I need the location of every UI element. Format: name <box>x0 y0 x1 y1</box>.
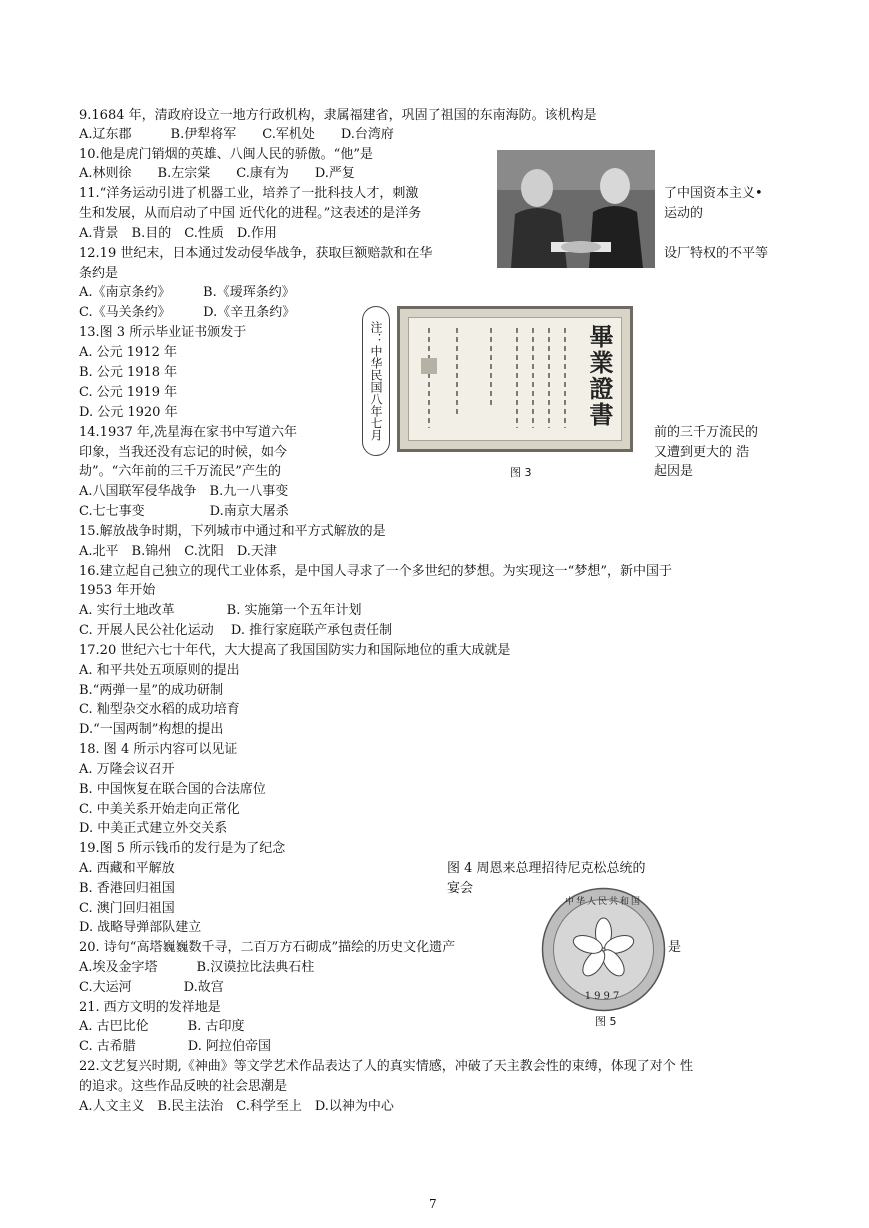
q14-line2-left: 印象，当我还没有忘记的时候，如今 <box>79 445 288 460</box>
q9-stem: 9.1684 年，清政府设立一地方行政机构，隶属福建省，巩固了祖国的东南海防。该机构是 <box>79 108 597 123</box>
figure-3-note: 注：中华民国八年七月 <box>362 306 390 456</box>
q22-line2: 的追求。这些作品反映的社会思潮是 <box>79 1079 288 1094</box>
q22-line1: 22.文艺复兴时期,《神曲》等文学艺术作品表达了人的真实情感，冲破了天主教会性的束缚，体现了对个 性 <box>79 1059 693 1074</box>
q17-stem: 17.20 世纪六七十年代，大大提高了我国国防实力和国际地位的重大成就是 <box>79 643 511 658</box>
q13-stem: 13.图 3 所示毕业证书颁发于 <box>79 325 247 340</box>
q11-line2-right: 运动的 <box>664 206 704 221</box>
figure-4-photo <box>497 150 655 268</box>
q14-line3-left: 劫”。“六年前的三千万流民”产生的 <box>79 464 281 479</box>
q19-option-b: B. 香港回归祖国 <box>79 881 175 896</box>
q11-line1-left: 11.“洋务运动引进了机器工业，培养了一批科技人才，刺激 <box>79 186 419 201</box>
q11-line1-right: 了中国资本主义• <box>664 186 763 201</box>
q21-options-cd: C. 古希腊 D. 阿拉伯帝国 <box>79 1039 271 1054</box>
q12-options-ab: A.《南京条约》 B.《瑷珲条约》 <box>79 285 295 300</box>
q9-options: A.辽东郡 B.伊犁将军 C.军机处 D.台湾府 <box>79 127 394 142</box>
q21-stem: 21. 西方文明的发祥地是 <box>79 1000 221 1015</box>
q14-options-ab: A.八国联军侵华战争 B.九一八事变 <box>79 484 289 499</box>
q14-line1-left: 14.1937 年,冼星海在家书中写道六年 <box>79 425 298 440</box>
figure-5-coin <box>541 887 666 1012</box>
q10-stem: 10.他是虎门销烟的英雄、八闽人民的骄傲。“他”是 <box>79 147 373 162</box>
q18-option-b: B. 中国恢复在联合国的合法席位 <box>79 782 266 797</box>
q13-option-d: D. 公元 1920 年 <box>79 405 178 420</box>
q20-stem-left: 20. 诗句“高塔巍巍数千寻，二百万方石砌成”描绘的历史文化遗产 <box>79 940 456 955</box>
figure-3-certificate <box>397 306 633 452</box>
q20-stem-right: 是 <box>668 940 682 955</box>
q13-option-c: C. 公元 1919 年 <box>79 385 178 400</box>
q18-stem: 18. 图 4 所示内容可以见证 <box>79 742 238 757</box>
q14-line3-right: 起因是 <box>654 464 694 479</box>
page-number: 7 <box>429 1197 437 1211</box>
q18-option-c: C. 中美关系开始走向正常化 <box>79 802 240 817</box>
q17-option-b: B.“两弹一星”的成功研制 <box>79 683 223 698</box>
q19-option-a: A. 西藏和平解放 <box>79 861 175 876</box>
q20-options-cd: C.大运河 D.故宫 <box>79 980 224 995</box>
q19-stem: 19.图 5 所示钱币的发行是为了纪念 <box>79 841 286 856</box>
q16-options-cd: C. 开展人民公社化运动 D. 推行家庭联产承包责任制 <box>79 623 393 638</box>
coin-text: 中华人民共和国 <box>564 897 642 907</box>
q12-options-cd: C.《马关条约》 D.《辛丑条约》 <box>79 305 296 320</box>
q16-line1: 16.建立起自己独立的现代工业体系，是中国人寻求了一个多世纪的梦想。为实现这一“梦想”，新中国于 <box>79 564 672 579</box>
q12-line1-left: 12.19 世纪末，日本通过发动侵华战争，获取巨额赔款和在华 <box>79 246 433 261</box>
q15-options: A.北平 B.锦州 C.沈阳 D.天津 <box>79 544 277 559</box>
figure-4-caption-line1: 图 4 周恩来总理招待尼克松总统的 <box>447 861 646 876</box>
q14-line1-right: 前的三千万流民的 <box>654 425 759 440</box>
coin-year: 1997 <box>584 991 623 1002</box>
q12-line2: 条约是 <box>79 266 119 281</box>
q18-option-d: D. 中美正式建立外交关系 <box>79 821 228 836</box>
q11-options: A.背景 B.目的 C.性质 D.作用 <box>79 226 277 241</box>
q17-option-c: C. 籼型杂交水稻的成功培育 <box>79 702 240 717</box>
q22-options: A.人文主义 B.民主法治 C.科学至上 D.以神为中心 <box>79 1099 394 1114</box>
figure-5-caption: 图 5 <box>595 1015 617 1028</box>
q17-option-a: A. 和平共处五项原则的提出 <box>79 663 240 678</box>
q15-stem: 15.解放战争时期，下列城市中通过和平方式解放的是 <box>79 524 386 539</box>
figure-4-caption-line2: 宴会 <box>447 881 474 896</box>
q19-option-d: D. 战略导弹部队建立 <box>79 920 202 935</box>
figure-3-caption: 图 3 <box>510 466 532 479</box>
q13-option-b: B. 公元 1918 年 <box>79 365 178 380</box>
q16-options-ab: A. 实行土地改革 B. 实施第一个五年计划 <box>79 603 362 618</box>
q14-options-cd: C.七七事变 D.南京大屠杀 <box>79 504 289 519</box>
q19-option-c: C. 澳门回归祖国 <box>79 901 175 916</box>
q11-line2-left: 生和发展，从而启动了中国 近代化的进程。”这表述的是洋务 <box>79 206 422 221</box>
q13-option-a: A. 公元 1912 年 <box>79 345 178 360</box>
q17-option-d: D.“一国两制”构想的提出 <box>79 722 224 737</box>
q21-options-ab: A. 古巴比伦 B. 古印度 <box>79 1019 245 1034</box>
q10-options: A.林则徐 B.左宗棠 C.康有为 D.严复 <box>79 166 355 181</box>
q20-options-ab: A.埃及金字塔 B.汉谟拉比法典石柱 <box>79 960 315 975</box>
q16-line2: 1953 年开始 <box>79 583 156 598</box>
q18-option-a: A. 万隆会议召开 <box>79 762 175 777</box>
certificate-title: 畢業證書 <box>585 324 614 428</box>
q14-line2-right: 又遭到更大的 浩 <box>654 445 750 460</box>
q12-line1-right: 设厂特权的不平等 <box>664 246 769 261</box>
